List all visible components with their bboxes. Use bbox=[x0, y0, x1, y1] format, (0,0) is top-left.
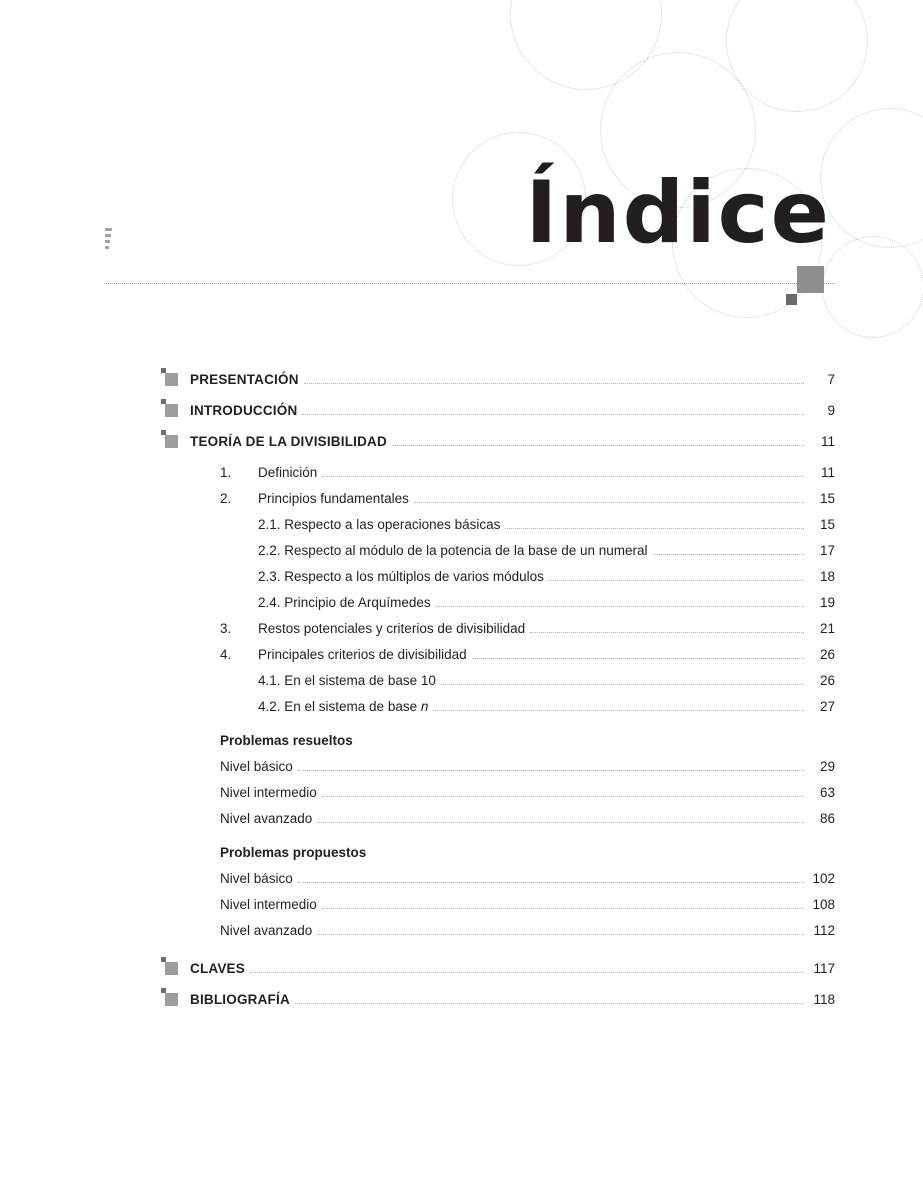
page-title: Índice bbox=[525, 163, 831, 263]
toc-page-number: 118 bbox=[813, 992, 835, 1007]
toc-item-9[interactable] bbox=[190, 621, 835, 637]
toc-entry-label: Definición bbox=[258, 465, 318, 480]
toc-entry-label: 2.1. Respecto a las operaciones básicas bbox=[258, 517, 501, 532]
toc-leader-dots bbox=[530, 632, 804, 633]
toc-page-number: 63 bbox=[819, 785, 835, 800]
toc-section-22[interactable] bbox=[190, 992, 835, 1008]
toc-entry-label: Nivel básico bbox=[220, 759, 293, 774]
toc-entry-label: 2.4. Principio de Arquímedes bbox=[258, 595, 431, 610]
toc-plain-item-18[interactable] bbox=[190, 871, 835, 887]
toc-leader-dots bbox=[653, 554, 804, 555]
title-divider bbox=[104, 283, 835, 284]
toc-page-number: 108 bbox=[812, 897, 835, 912]
toc-leader-dots bbox=[472, 658, 804, 659]
toc-group-heading: Problemas resueltos bbox=[220, 733, 353, 748]
toc-leader-dots bbox=[322, 796, 804, 797]
square-bullet-icon bbox=[165, 435, 178, 448]
square-bullet-icon bbox=[165, 993, 178, 1006]
toc-page-number: 18 bbox=[819, 569, 835, 584]
toc-item-3[interactable] bbox=[190, 465, 835, 481]
toc-plain-item-20[interactable] bbox=[190, 923, 835, 939]
toc-leader-dots bbox=[250, 972, 804, 973]
toc-leader-dots bbox=[304, 383, 804, 384]
toc-leader-dots bbox=[295, 1003, 804, 1004]
toc-entry-label: Nivel avanzado bbox=[220, 923, 313, 938]
toc-leader-dots bbox=[322, 908, 804, 909]
toc-leader-dots bbox=[298, 770, 804, 771]
square-bullet-icon bbox=[165, 404, 178, 417]
toc-page-number: 15 bbox=[819, 491, 835, 506]
toc-page-number: 7 bbox=[827, 372, 835, 387]
toc-entry-label: Principios fundamentales bbox=[258, 491, 409, 506]
toc-item-10[interactable] bbox=[190, 647, 835, 663]
toc-page-number: 11 bbox=[820, 465, 835, 480]
toc-leader-dots bbox=[505, 528, 804, 529]
toc-subitem-11[interactable] bbox=[190, 673, 835, 689]
square-bullet-icon bbox=[165, 962, 178, 975]
toc-entry-label: Nivel intermedio bbox=[220, 897, 317, 912]
toc-section-21[interactable] bbox=[190, 961, 835, 977]
toc-subitem-5[interactable] bbox=[190, 517, 835, 533]
toc-entry-label: 4.1. En el sistema de base 10 bbox=[258, 673, 436, 688]
toc-leader-dots bbox=[441, 684, 804, 685]
toc-plain-item-15[interactable] bbox=[190, 785, 835, 801]
left-tick-marker bbox=[105, 228, 112, 256]
toc-item-number: 2. bbox=[220, 491, 232, 506]
toc-page-number: 117 bbox=[813, 961, 835, 976]
toc-entry-label: 4.2. En el sistema de base n bbox=[258, 699, 429, 714]
table-of-contents bbox=[190, 372, 835, 1023]
toc-item-number: 4. bbox=[220, 647, 232, 662]
toc-page-number: 102 bbox=[812, 871, 835, 886]
toc-item-body bbox=[220, 647, 835, 663]
toc-section-1[interactable] bbox=[190, 403, 835, 419]
toc-entry-label: Nivel básico bbox=[220, 871, 293, 886]
decorative-circle bbox=[822, 236, 923, 338]
toc-leader-dots bbox=[433, 710, 804, 711]
toc-entry-label: INTRODUCCIÓN bbox=[190, 403, 298, 418]
toc-page-number: 15 bbox=[819, 517, 835, 532]
decorative-circle bbox=[820, 108, 923, 248]
toc-leader-dots bbox=[317, 822, 804, 823]
toc-entry-label: BIBLIOGRAFÍA bbox=[190, 992, 290, 1007]
toc-leader-dots bbox=[414, 502, 804, 503]
toc-page-number: 9 bbox=[827, 403, 835, 418]
decorative-circle bbox=[510, 0, 662, 90]
toc-item-number: 1. bbox=[220, 465, 232, 480]
toc-page-number: 112 bbox=[813, 923, 835, 938]
toc-subitem-7[interactable] bbox=[190, 569, 835, 585]
toc-subitem-6[interactable] bbox=[190, 543, 835, 559]
toc-leader-dots bbox=[317, 934, 804, 935]
toc-section-0[interactable] bbox=[190, 372, 835, 388]
toc-entry-label: PRESENTACIÓN bbox=[190, 372, 299, 387]
toc-entry-label: 2.3. Respecto a los múltiplos de varios módulos bbox=[258, 569, 544, 584]
title-square-small bbox=[786, 294, 797, 305]
square-bullet-icon bbox=[165, 373, 178, 386]
toc-item-number: 3. bbox=[220, 621, 232, 636]
toc-leader-dots bbox=[322, 476, 804, 477]
toc-entry-label: Principales criterios de divisibilidad bbox=[258, 647, 467, 662]
toc-page-number: 26 bbox=[819, 673, 835, 688]
toc-item-4[interactable] bbox=[190, 491, 835, 507]
toc-page-number: 27 bbox=[819, 699, 835, 714]
toc-page-number: 11 bbox=[820, 434, 835, 449]
toc-item-body bbox=[220, 621, 835, 637]
toc-group-heading: Problemas propuestos bbox=[220, 845, 367, 860]
toc-subitem-8[interactable] bbox=[190, 595, 835, 611]
toc-subitem-12[interactable] bbox=[190, 699, 835, 715]
toc-entry-label: CLAVES bbox=[190, 961, 245, 976]
toc-plain-item-16[interactable] bbox=[190, 811, 835, 827]
toc-page-number: 26 bbox=[819, 647, 835, 662]
toc-leader-dots bbox=[436, 606, 804, 607]
toc-entry-label: Nivel avanzado bbox=[220, 811, 313, 826]
toc-page-number: 21 bbox=[819, 621, 835, 636]
toc-page-number: 19 bbox=[819, 595, 835, 610]
toc-item-body bbox=[220, 465, 835, 481]
toc-leader-dots bbox=[549, 580, 804, 581]
toc-entry-label: 2.2. Respecto al módulo de la potencia de la base de un numeral bbox=[258, 543, 648, 558]
toc-plain-item-19[interactable] bbox=[190, 897, 835, 913]
toc-entry-label: Restos potenciales y criterios de divisibilidad bbox=[258, 621, 526, 636]
toc-entry-label: Nivel intermedio bbox=[220, 785, 317, 800]
toc-item-body bbox=[220, 491, 835, 507]
toc-leader-dots bbox=[392, 445, 804, 446]
toc-leader-dots bbox=[298, 882, 804, 883]
toc-page-number: 29 bbox=[819, 759, 835, 774]
toc-section-2[interactable] bbox=[190, 434, 835, 450]
title-square-large bbox=[797, 266, 824, 293]
toc-entry-label: TEORÍA DE LA DIVISIBILIDAD bbox=[190, 434, 387, 449]
decorative-circle bbox=[726, 0, 868, 112]
toc-leader-dots bbox=[302, 414, 804, 415]
toc-page-number: 17 bbox=[819, 543, 835, 558]
toc-plain-item-14[interactable] bbox=[190, 759, 835, 775]
toc-page-number: 86 bbox=[819, 811, 835, 826]
